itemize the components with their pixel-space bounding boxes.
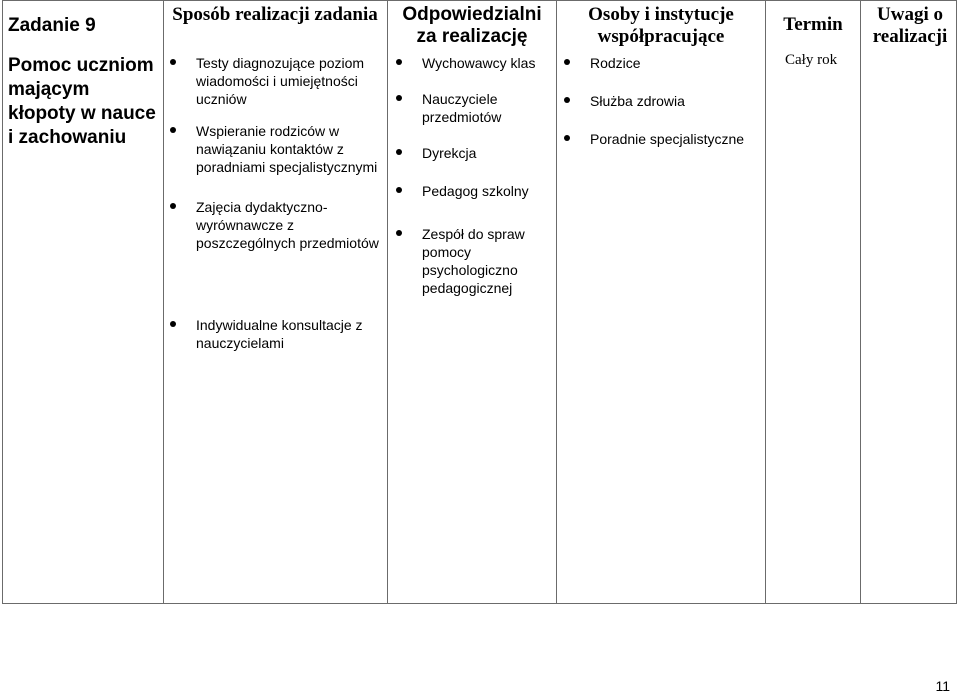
bullet-icon xyxy=(170,203,176,209)
list-item: Wspieranie rodziców w nawiązaniu kontaktów z poradniami specjalistycznymi xyxy=(170,122,380,176)
page-number: 11 xyxy=(935,678,950,694)
bullet-icon xyxy=(396,149,402,155)
methods-list-continued xyxy=(170,316,380,352)
header-notes: Uwagi o realizacji xyxy=(872,4,948,47)
list-item: Zajęcia dydaktyczno-wyrównawcze z poszczególnych przedmiotów xyxy=(170,198,380,252)
bullet-icon xyxy=(396,187,402,193)
list-item: Służba zdrowia xyxy=(564,92,762,110)
list-item: Poradnie specjalistyczne xyxy=(564,130,762,148)
column-divider xyxy=(556,0,557,604)
bullet-icon xyxy=(564,97,570,103)
task-number: Zadanie 9 xyxy=(8,15,96,36)
list-item: Zespół do spraw pomocy psychologiczno pedagogicznej xyxy=(396,225,552,297)
column-divider xyxy=(163,0,164,604)
header-responsible: Odpowiedzialni za realizację xyxy=(402,4,542,47)
list-item: Nauczyciele przedmiotów xyxy=(396,90,552,126)
responsible-list-continued xyxy=(396,225,552,297)
deadline-value: Cały rok xyxy=(785,52,838,68)
list-item: Pedagog szkolny xyxy=(396,182,552,200)
header-method: Sposób realizacji zadania xyxy=(172,4,378,25)
bullet-icon xyxy=(396,230,402,236)
partners-list xyxy=(564,54,762,148)
bullet-icon xyxy=(170,127,176,133)
header-partners: Osoby i instytucje współpracujące xyxy=(588,4,734,47)
list-item: Indywidualne konsultacje z nauczycielami xyxy=(170,316,380,352)
column-divider xyxy=(860,0,861,604)
responsible-list xyxy=(396,54,552,200)
list-item: Wychowawcy klas xyxy=(396,54,552,72)
column-divider xyxy=(387,0,388,604)
methods-list xyxy=(170,54,380,252)
header-deadline: Termin xyxy=(783,14,843,35)
list-item: Dyrekcja xyxy=(396,144,552,162)
task-description: Pomoc uczniom mającym kłopoty w nauce i zachowaniu xyxy=(8,55,156,148)
bullet-icon xyxy=(170,59,176,65)
bullet-icon xyxy=(564,59,570,65)
bullet-icon xyxy=(564,135,570,141)
bullet-icon xyxy=(396,59,402,65)
column-divider xyxy=(765,0,766,604)
bullet-icon xyxy=(170,321,176,327)
bullet-icon xyxy=(396,95,402,101)
list-item: Testy diagnozujące poziom wiadomości i umiejętności uczniów xyxy=(170,54,380,108)
list-item: Rodzice xyxy=(564,54,762,72)
